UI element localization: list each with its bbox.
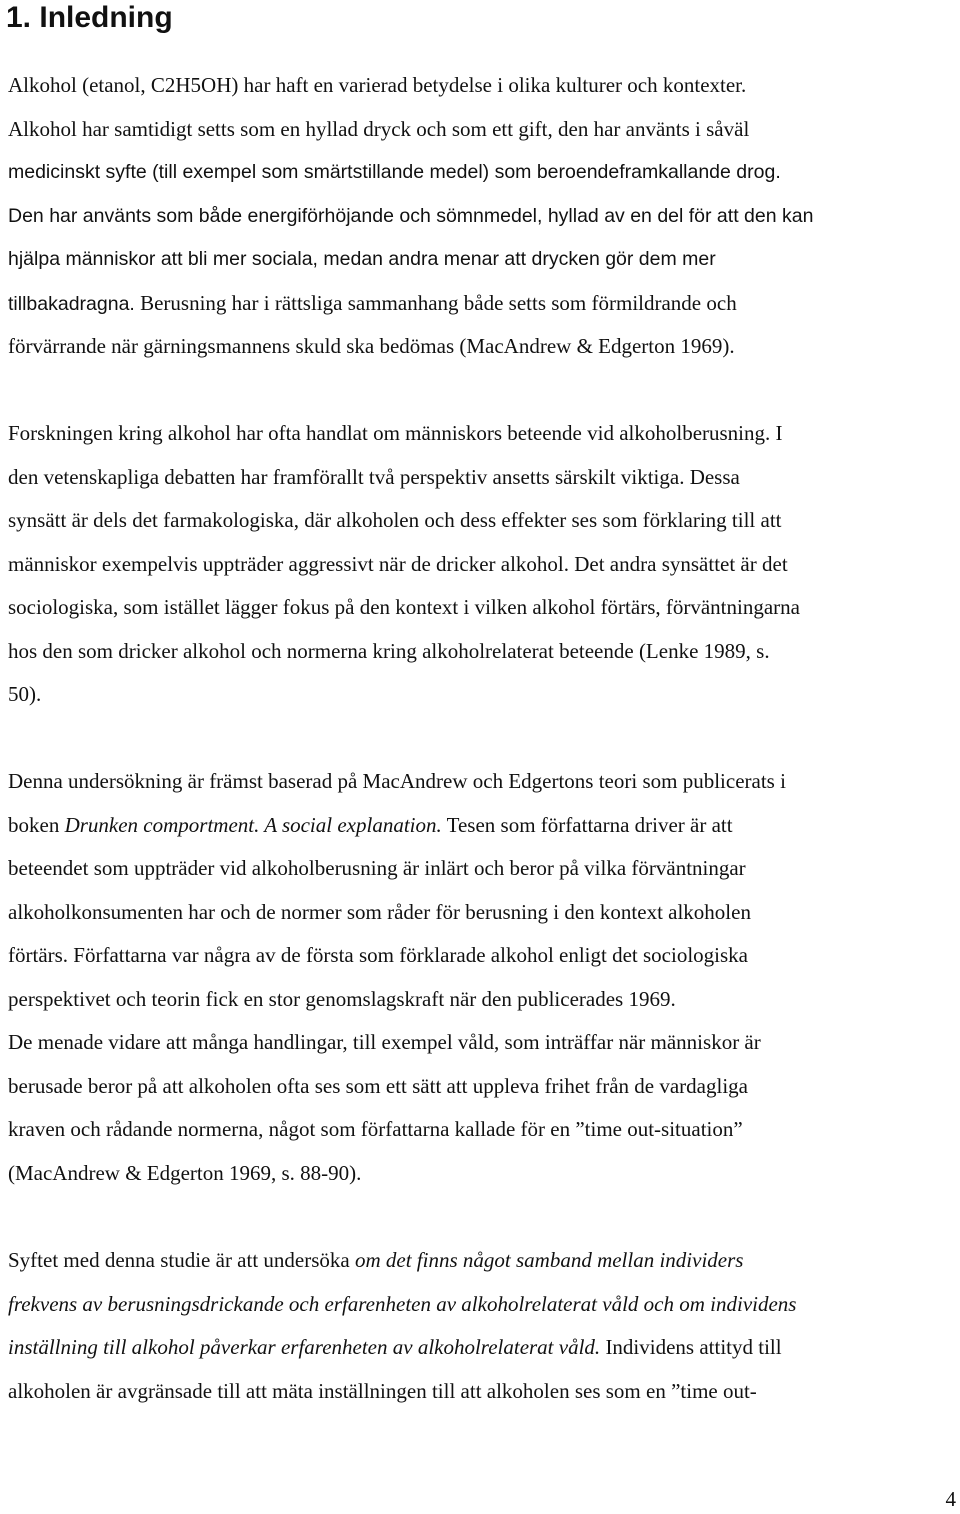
text-line: [8, 288, 737, 318]
text-line: Den har använts som både energiförhöjande och sömnmedel, hyllad av en del för att den kan: [8, 205, 814, 227]
text-span: boken: [8, 813, 65, 837]
text-line: Forskningen kring alkohol har ofta handlat om människors beteende vid alkoholberusning. I: [8, 421, 783, 445]
text-line: [8, 810, 733, 840]
text-line: Alkohol (etanol, C2H5OH) har haft en varierad betydelse i olika kulturer och kontexter.: [8, 73, 747, 97]
purpose-italic: om det finns något samband mellan individers: [354, 1248, 744, 1272]
text-line: perspektivet och teorin fick en stor genomslagskraft när den publicerades 1969.: [8, 987, 676, 1011]
text-line: människor exempelvis uppträder aggressivt när de dricker alkohol. Det andra synsättet är det: [8, 552, 788, 576]
text-line: frekvens av berusningsdrickande och erfarenheten av alkoholrelaterat våld och om individens: [8, 1292, 797, 1316]
section-heading: 1. Inledning: [6, 1, 173, 34]
page-number: 4: [945, 1487, 956, 1511]
text-line: [8, 1245, 743, 1275]
text-line: synsätt är dels det farmakologiska, där alkoholen och dess effekter ses som förklaring till att: [8, 508, 782, 532]
book-title: Drunken comportment. A social explanation.: [64, 813, 442, 837]
text-span: Berusning har i rättsliga sammanhang både setts som förmildrande och: [134, 291, 737, 315]
text-line: förtärs. Författarna var några av de första som förklarade alkohol enligt det sociologiska: [8, 943, 748, 967]
text-line: (MacAndrew & Edgerton 1969, s. 88-90).: [8, 1161, 362, 1185]
text-line: alkoholkonsumenten har och de normer som råder för berusning i den kontext alkoholen: [8, 900, 751, 924]
text-line: berusade beror på att alkoholen ofta ses som ett sätt att uppleva frihet från de vardagliga: [8, 1074, 748, 1098]
text-span: tillbakadragna.: [8, 293, 135, 315]
text-line: hos den som dricker alkohol och normerna kring alkoholrelaterat beteende (Lenke 1989, s.: [8, 639, 770, 663]
purpose-italic: inställning till alkohol påverkar erfarenheten av alkoholrelaterat våld.: [8, 1335, 601, 1359]
text-line: Alkohol har samtidigt setts som en hyllad dryck och som ett gift, den har använts i såväl: [8, 117, 750, 141]
text-line: förvärrande när gärningsmannens skuld ska bedömas (MacAndrew & Edgerton 1969).: [8, 334, 735, 358]
text-line: 50).: [8, 682, 42, 706]
text-line: sociologiska, som istället lägger fokus på den kontext i vilken alkohol förtärs, förväntningarna: [8, 595, 800, 619]
text-line: den vetenskapliga debatten har framförallt två perspektiv ansetts särskilt viktiga. Dessa: [8, 465, 740, 489]
text-line: medicinskt syfte (till exempel som smärtstillande medel) som beroendeframkallande drog.: [8, 161, 781, 183]
text-line: De menade vidare att många handlingar, till exempel våld, som inträffar när människor är: [8, 1030, 761, 1054]
text-span: Tesen som författarna driver är att: [441, 813, 733, 837]
text-line: [8, 1332, 782, 1362]
text-line: Denna undersökning är främst baserad på MacAndrew och Edgertons teori som publicerats i: [8, 769, 786, 793]
text-line: alkoholen är avgränsade till att mäta inställningen till att alkoholen ses som en ”time out-: [8, 1379, 757, 1403]
text-line: kraven och rådande normerna, något som författarna kallade för en ”time out-situation”: [8, 1117, 743, 1141]
text-line: beteendet som uppträder vid alkoholberusning är inlärt och beror på vilka förväntningar: [8, 856, 746, 880]
text-span: Individens attityd till: [600, 1335, 782, 1359]
text-line: hjälpa människor att bli mer sociala, medan andra menar att drycken gör dem mer: [8, 248, 716, 270]
text-span: Syftet med denna studie är att undersöka: [8, 1248, 355, 1272]
